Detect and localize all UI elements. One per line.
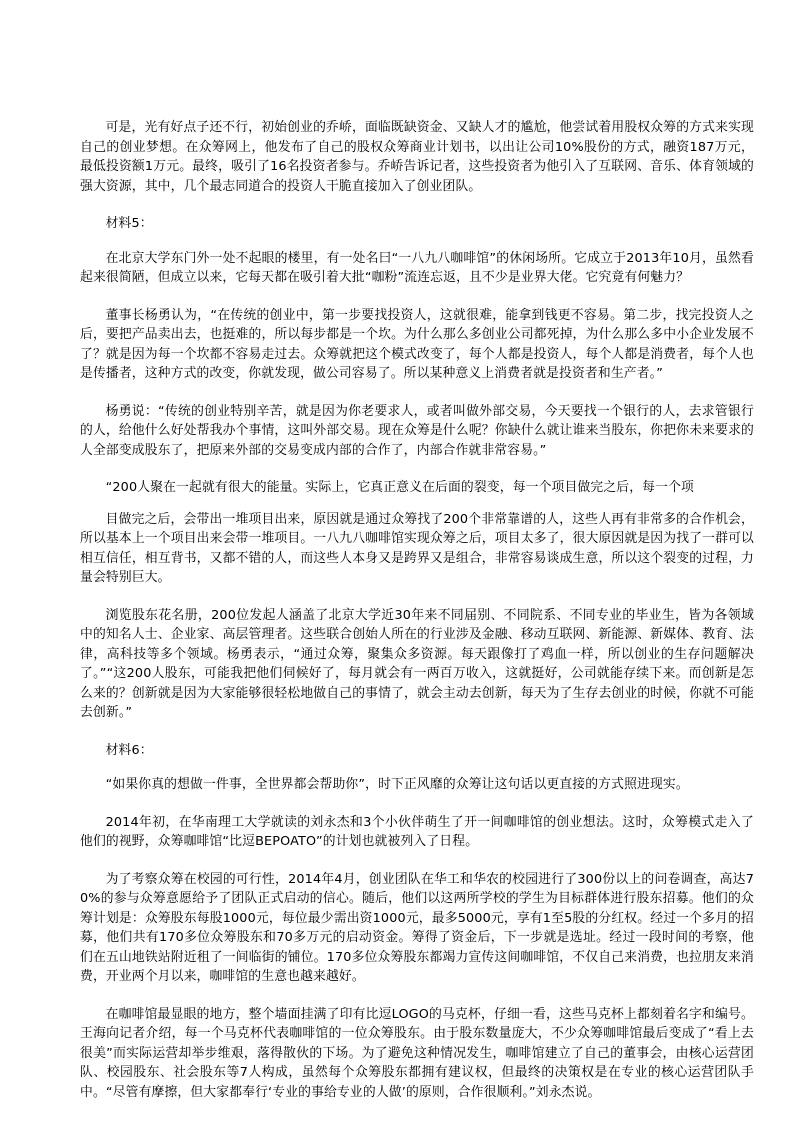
document-page [80, 118, 754, 1120]
paragraph-campus-feasibility: 为了考察众筹在校园的可行性，2014年4月，创业团队在华工和华农的校园进行了300份以上的问卷调查，高达70%的参与众筹意愿给予了团队正式启动的信心。随后，他们以这两所学校的学生为目标群体进行股东招募。他们的众筹计划是：众筹股东每股1000元，每位最少需出资1000元，最多5000元，享有1至5股的分红权。经过一个多月的招募，他们共有170多位众筹股东和70多万元的启动资金。筹得了资金后，下一步就是选址。经过一段时间的考察，他们在五山地铁站附近租了一间临街的铺位。170多位众筹股东都竭力宣传这间咖啡馆，不仅自己来消费，也拉朋友来消费，开业两个月以来，咖啡馆的生意也越来越好。 [80, 871, 754, 984]
paragraph-yang-yong-view: 董事长杨勇认为，“在传统的创业中，第一步要找投资人，这就很难，能拿到钱更不容易。第二步，找完投资人之后，要把产品卖出去，也挺难的，所以每步都是一个坎。为什么那么多创业公司都死掉，为什么那么多中小企业发展不了？就是因为每一个坎都不容易走过去。众筹就把这个模式改变了，每个人都是投资人，每个人都是消费者，每个人也是传播者，这种方式的改变，你就发现，做公司容易了。所以某种意义上消费者就是投资者和生产者。” [80, 307, 754, 381]
paragraph-1898-cafe-intro: 在北京大学东门外一处不起眼的楼里，有一处名曰“一八九八咖啡馆”的休闲场所。它成立于2013年10月，虽然看起来很简陋，但成立以来，它每天都在吸引着大批“咖粉”流连忘返，且不少是业界大佬。它究竟有何魅力？ [80, 250, 754, 285]
paragraph-liu-yongjie-idea: 2014年初，在华南理工大学就读的刘永杰和3个小伙伴萌生了开一间咖啡馆的创业想法。这时，众筹模式走入了他们的视野，众筹咖啡馆“比逗BEPOATO”的计划也就被列入了日程。 [80, 814, 754, 849]
paragraph-yang-yong-quote: 杨勇说：“传统的创业特别辛苦，就是因为你老要求人，或者叫做外部交易，今天要找一个银行的人，去求管银行的人，给他什么好处帮我办个事情，这叫外部交易。现在众筹是什么呢？你缺什么就让谁来当股东，你把你未来要求的人全部变成股东了，把原来外部的交易变成内部的合作了，内部合作就非常容易。” [80, 403, 754, 458]
paragraph-qiaoqiao-crowdfunding: 可是，光有好点子还不行，初始创业的乔峤，面临既缺资金、又缺人才的尴尬，他尝试着用股权众筹的方式来实现自己的创业梦想。在众筹网上，他发布了自己的股权众筹商业计划书，以出让公司10%股份的方式，融资187万元，最低投资额1万元。最终，吸引了16名投资者参与。乔峤告诉记者，这些投资者为他引入了互联网、音乐、体育领域的强大资源，其中，几个最志同道合的投资人干脆直接加入了创业团队。 [80, 120, 754, 194]
paragraph-mug-wall-board: 在咖啡馆最显眼的地方，整个墙面挂满了印有比逗LOGO的马克杯，仔细一看，这些马克杯上都刻着名字和编号。王海向记者介绍，每一个马克杯代表咖啡馆的一位众筹股东。由于股东数量庞大，不少众筹咖啡馆最后变成了“看上去很美”而实际运营却举步维艰，落得散伙的下场。为了避免这种情况发生，咖啡馆建立了自己的董事会，由核心运营团队、校园股东、社会股东等7人构成，虽然每个众筹股东都拥有建议权，但最终的决策权是在专业的核心运营团队手中。“尽管有摩擦，但大家都奉行‘专业的事给专业的人做’的原则，合作很顺利。”刘永杰说。 [80, 1006, 754, 1100]
heading-material-6: 材料6： [105, 742, 153, 758]
paragraph-fission-process: 目做完之后，会带出一堆项目出来，原因就是通过众筹找了200个非常靠谱的人，这些人再有非常多的合作机会，所以基本上一个项目出来会带一堆项目。一八九八咖啡馆实现众筹之后，项目太多了，很大原因就是因为找了一群可以相互信任，相互背书，又都不错的人，而这些人本身又是跨界又是组合，非常容易谈成生意，所以这个裂变的过程，力量会特别巨大。 [80, 511, 754, 585]
paragraph-world-helps-you: “如果你真的想做一件事，全世界都会帮助你”，时下正风靡的众筹让这句话以更直接的方式照进现实。 [105, 777, 689, 792]
heading-material-5: 材料5： [105, 216, 153, 231]
paragraph-shareholder-roster: 浏览股东花名册，200位发起人涵盖了北京大学近30年来不同届别、不同院系、不同专业的毕业生，皆为各领域中的知名人士、企业家、高层管理者。这些联合创始人所在的行业涉及金融、移动互联网、新能源、新媒体、教育、法律，高科技等多个领域。杨勇表示，“通过众筹，聚集众多资源。每天跟像打了鸡血一样，所以创业的生存问题解决了。”“这200人股东，可能我把他们伺候好了，每月就会有一两百万收入，这就挺好，公司就能存续下来。而创新是怎么来的？创新就是因为大家能够很轻松地做自己的事情了，就会主动去创新，每天为了生存去创业的时候，你就不可能去创新。” [80, 607, 754, 720]
paragraph-200-people-energy: “200人聚在一起就有很大的能量。实际上，它真正意义在后面的裂变，每一个项目做完之后，每一个项 [105, 480, 694, 495]
